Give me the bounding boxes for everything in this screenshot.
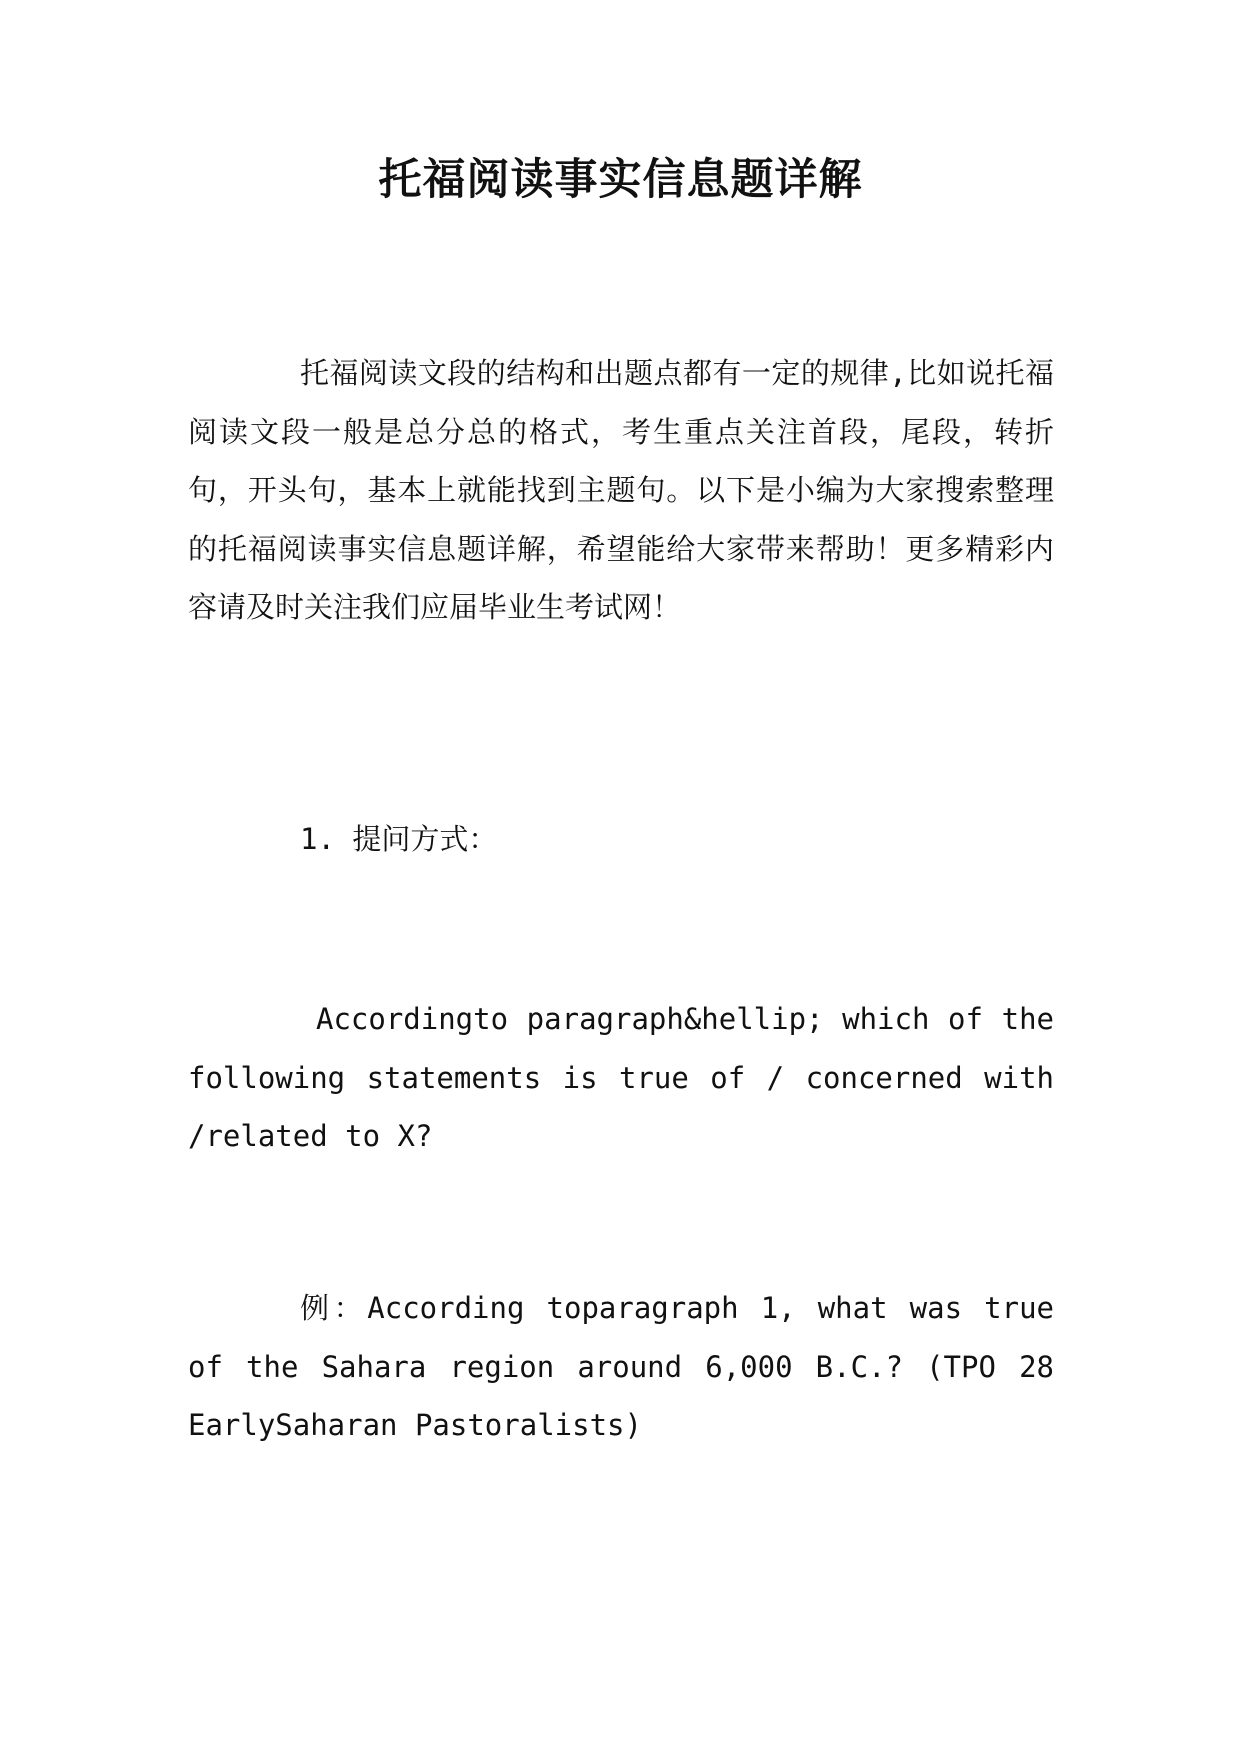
section-heading: 1. 提问方式： [300,822,498,856]
example-paragraph: 例：According toparagraph 1, what was true of the Sahara region around 6,000 B.C.? (TPO 28 EarlySaharan Pastoralists) [188,1291,1054,1442]
question-format-paragraph [188,990,1054,1166]
intro-paragraph: 托福阅读文段的结构和出题点都有一定的规律,比如说托福阅读文段一般是总分总的格式，考生重点关注首段，尾段，转折句，开头句，基本上就能找到主题句。以下是小编为大家搜索整理的托福阅读事实信息题详解，希望能给大家带来帮助！更多精彩内容请及时关注我们应届毕业生考试网！ [188,356,1054,624]
document-title: 托福阅读事实信息题详解 [378,155,863,205]
question-format-text: Accordingto paragraph&hellip; which of the following statements is true of / concerned with /related to X? [188,1002,1054,1153]
